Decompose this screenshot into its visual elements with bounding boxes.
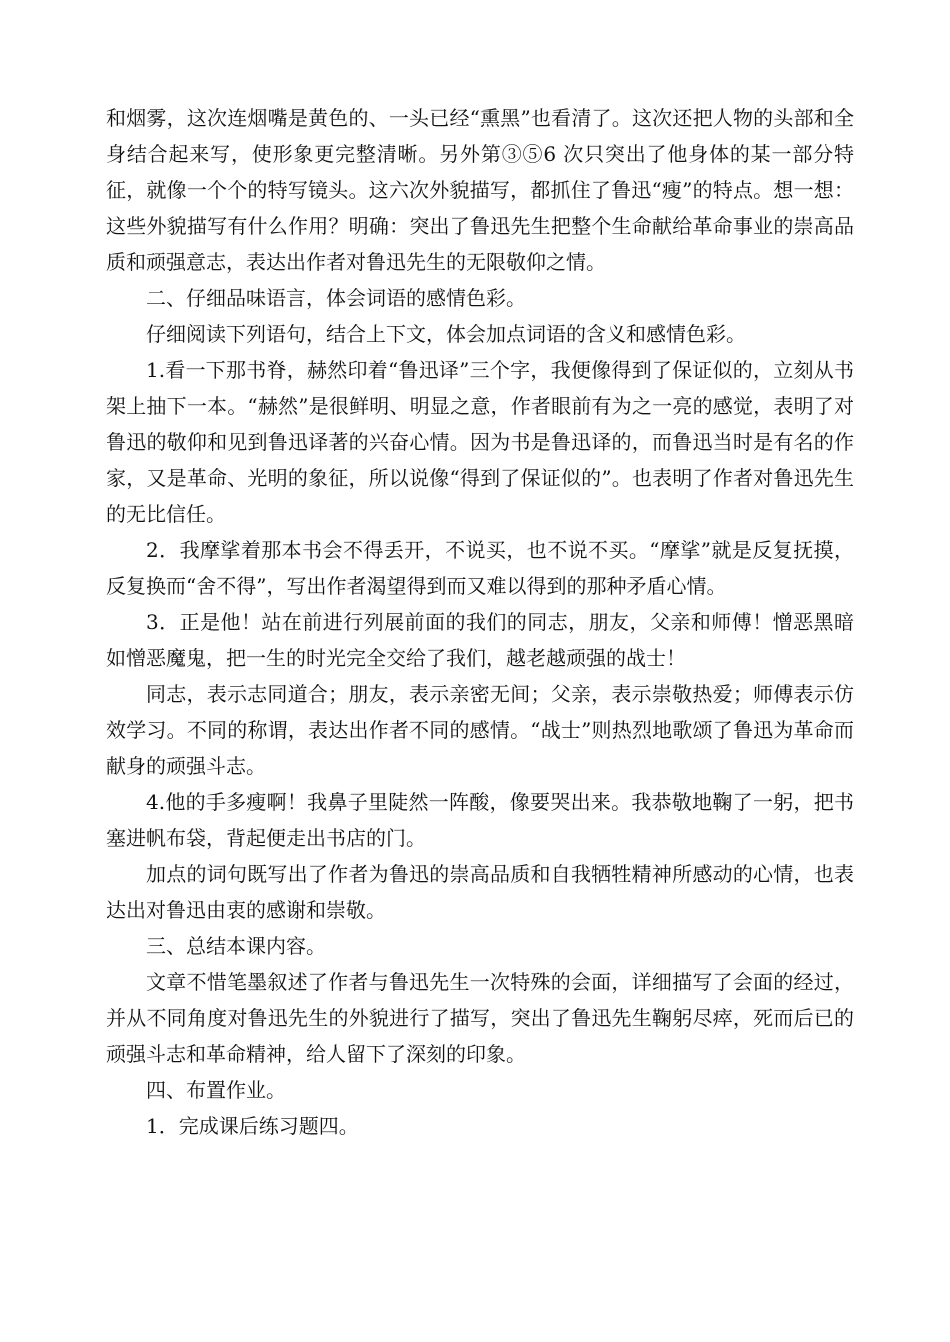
paragraph-continuation: 和烟雾，这次连烟嘴是黄色的、一头已经“熏黑”也看清了。这次还把人物的头部和全身结合起来写，使形象更完整清晰。另外第③⑤6 次只突出了他身体的某一部分特征，就像一个个的特写镜头。这六次外貌描写，都抓住了鲁迅“瘦”的特点。想一想：这些外貌描写有什么作用？明确：突出了鲁迅先生把整个生命献给革命事业的崇高品质和顽强意志，表达出作者对鲁迅先生的无限敬仰之情。	[106, 106, 854, 274]
section-heading-2: 二、仔细品味语言，体会词语的感情色彩。	[146, 286, 526, 310]
section-heading-3: 三、总结本课内容。	[146, 934, 326, 958]
paragraph-item-3: 3．正是他！站在前进行列展前面的我们的同志，朋友，父亲和师傅！憎恶黑暗如憎恶魔鬼，把一生的时光完全交给了我们，越老越顽强的战士！	[106, 610, 854, 670]
paragraph-item-2: 2．我摩挲着那本书会不得丢开，不说买，也不说不买。“摩挲”就是反复抚摸，反复换而“舍不得”，写出作者渴望得到而又难以得到的那种矛盾心情。	[106, 538, 854, 598]
document-page	[106, 100, 854, 1144]
paragraph-instruction: 仔细阅读下列语句，结合上下文，体会加点词语的含义和感情色彩。	[146, 322, 746, 346]
paragraph-summary: 文章不惜笔墨叙述了作者与鲁迅先生一次特殊的会面，详细描写了会面的经过，并从不同角度对鲁迅先生的外貌进行了描写，突出了鲁迅先生鞠躬尽瘁，死而后已的顽强斗志和革命精神，给人留下了深刻的印象。	[106, 970, 854, 1066]
paragraph-homework-1: 1．完成课后练习题四。	[146, 1114, 359, 1138]
paragraph-item-1: 1.看一下那书脊，赫然印着“鲁迅译”三个字，我便像得到了保证似的，立刻从书架上抽下一本。“赫然”是很鲜明、明显之意，作者眼前有为之一亮的感觉，表明了对鲁迅的敬仰和见到鲁迅译著的兴奋心情。因为书是鲁迅译的，而鲁迅当时是有名的作家，又是革命、光明的象征，所以说像“得到了保证似的”。也表明了作者对鲁迅先生的无比信任。	[106, 358, 854, 526]
section-heading-4: 四、布置作业。	[146, 1078, 286, 1102]
paragraph-item-3-explanation: 同志，表示志同道合；朋友，表示亲密无间；父亲，表示崇敬热爱；师傅表示仿效学习。不同的称谓，表达出作者不同的感情。“战士”则热烈地歌颂了鲁迅为革命而献身的顽强斗志。	[106, 682, 854, 778]
paragraph-item-4-explanation: 加点的词句既写出了作者为鲁迅的崇高品质和自我牺牲精神所感动的心情，也表达出对鲁迅由衷的感谢和崇敬。	[106, 862, 854, 922]
paragraph-item-4: 4.他的手多瘦啊！我鼻子里陡然一阵酸，像要哭出来。我恭敬地鞠了一躬，把书塞进帆布袋，背起便走出书店的门。	[106, 790, 854, 850]
